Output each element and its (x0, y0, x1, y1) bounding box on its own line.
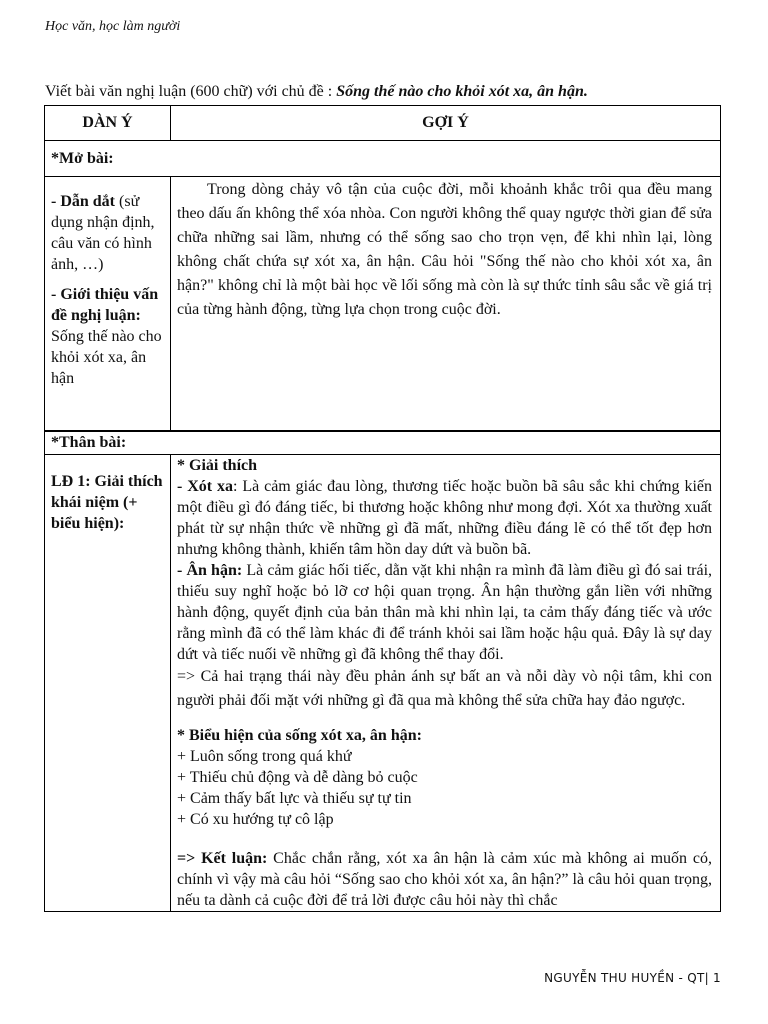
ld1-suggestion-cell (171, 454, 721, 911)
mo-bai-label: *Mở bài: (45, 141, 721, 177)
ld1-label: LĐ 1: Giải thích khái niệm (+ biểu hiện): (51, 472, 163, 532)
xot-xa-term: - Xót xa (177, 477, 233, 495)
gioi-thieu-item (51, 284, 164, 389)
col-header-goi-y: GỢI Ý (171, 106, 721, 141)
bieu-hien-title: * Biểu hiện của sống xót xa, ân hận: (177, 726, 422, 744)
mo-bai-content-row (45, 177, 721, 431)
an-han-definition (177, 560, 712, 665)
bieu-hien-item-3: + Cảm thấy bất lực và thiếu sự tự tin (177, 789, 412, 807)
bieu-hien-item-1: + Luôn sống trong quá khứ (177, 747, 352, 765)
xot-xa-text: : Là cảm giác đau lòng, thương tiếc hoặc buồn bã sâu sắc khi chứng kiến một điều gì đó đáng tiếc, bi thương hoặc không như mong đợi. Xót xa thường xuất phát từ sự nhận thức về những gì đã mất, những điều đáng lẽ có thể tốt đẹp hơn nhưng không thành, khiến tâm hồn day dứt và buồn bã. (177, 477, 712, 558)
table-header-row (45, 106, 721, 141)
mo-bai-paragraph: Trong dòng chảy vô tận của cuộc đời, mỗi khoảnh khắc trôi qua đều mang theo dấu ấn không thể xóa nhòa. Con người không thể quay ngược thời gian để sửa chữa những sai lầm, nhưng có thể sống sao cho trọn vẹn, để khi nhìn lại, lòng không chất chứa sự xót xa, ân hận. Câu hỏi "Sống thế nào cho khỏi xót xa, ân hận?" không chỉ là một bài học về lối sống mà còn là sự thức tỉnh sâu sắc về giá trị của từng hành động, từng lựa chọn trong cuộc đời. (177, 181, 712, 318)
an-han-term: - Ân hận: (177, 561, 243, 579)
mo-bai-section-row (45, 141, 721, 177)
an-han-text: Là cảm giác hối tiếc, dằn vặt khi nhận ra mình đã làm điều gì đó sai trái, thiếu suy nghĩ hoặc bỏ lỡ cơ hội quan trọng. Ân hận thường gắn liền với những hành động, quyết định của bản thân mà khi nhìn lại, ta cảm thấy đáng tiếc và ước rằng mình đã có thể làm khác đi để tránh khỏi sai lầm hoặc hậu quả. Đây là sự day dứt và tiếc nuối về những gì đã không thể thay đổi. (177, 561, 713, 663)
mo-bai-suggestion-cell (171, 177, 721, 431)
ket-luan-text (177, 848, 712, 911)
prompt-topic: Sống thế nào cho khỏi xót xa, ân hận. (336, 83, 588, 100)
gioi-thieu-label: - Giới thiệu vấn đề nghị luận: (51, 286, 159, 324)
dan-dat-note: (sử dụng nhận định, câu văn có hình ảnh, …) (51, 193, 155, 273)
giai-thich-title: * Giải thích (177, 456, 258, 474)
page-footer: NGUYỄN THU HUYỀN - QT| 1 (544, 971, 721, 985)
dan-dat-item (51, 191, 164, 275)
than-bai-section-row (45, 431, 721, 455)
ket-luan-body: Chắc chắn rằng, xót xa ân hận là cảm xúc mà không ai muốn có, chính vì vậy mà câu hỏi “Sống sao cho khỏi xót xa, ân hận?” là câu hỏi quan trọng, nếu ta dành cả cuộc đời để trả lời được câu hỏi này thì chắc (177, 849, 712, 909)
essay-prompt (45, 83, 735, 101)
than-bai-label: *Thân bài: (45, 431, 721, 455)
mo-bai-outline-cell (45, 177, 171, 431)
gioi-thieu-note: Sống thế nào cho khỏi xót xa, ân hận (51, 328, 162, 387)
ket-luan-label: => Kết luận: (177, 849, 268, 867)
ld1-outline-cell (45, 454, 171, 911)
ld1-content-row (45, 454, 721, 911)
xot-xa-definition (177, 476, 712, 560)
outline-table (44, 105, 721, 912)
summary-text: => Cả hai trạng thái này đều phản ánh sự bất an và nỗi dày vò nội tâm, khi con người phải đối mặt với những gì đã qua mà không thể sửa chữa hay đảo ngược. (177, 667, 712, 709)
page-header: Học văn, học làm người (45, 19, 181, 34)
col-header-dan-y: DÀN Ý (45, 106, 171, 141)
dan-dat-label: - Dẫn dắt (51, 193, 116, 210)
prompt-prefix: Viết bài văn nghị luận (600 chữ) với chủ đề : (45, 83, 337, 100)
bieu-hien-item-2: + Thiếu chủ động và dễ dàng bỏ cuộc (177, 768, 418, 786)
bieu-hien-item-4: + Có xu hướng tự cô lập (177, 810, 334, 828)
